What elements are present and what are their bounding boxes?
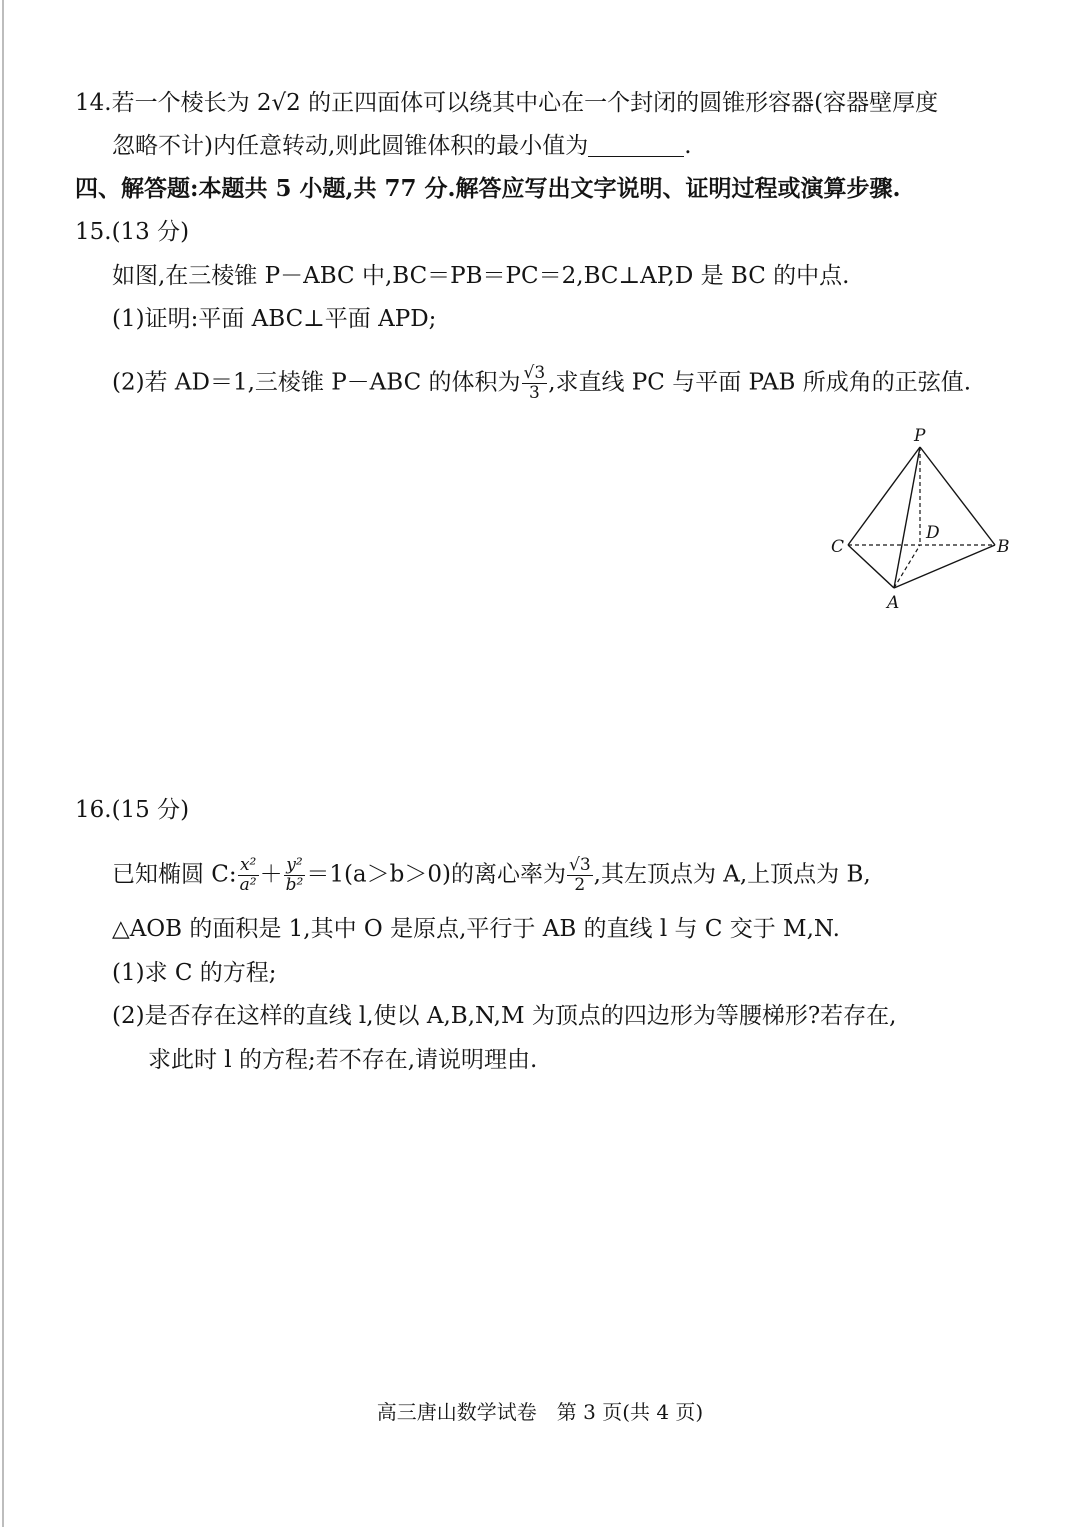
q15-part2-start: (2)若 AD＝1,三棱锥 P－ABC 的体积为	[112, 369, 521, 396]
label-d: D	[926, 523, 940, 543]
q15-part2	[112, 364, 971, 403]
section-heading: 四、解答题:本题共 5 小题,共 77 分.解答应写出文字说明、证明过程或演算步骤.	[75, 175, 901, 202]
x-squared-fraction	[238, 856, 259, 895]
volume-fraction-num: √3	[523, 363, 546, 383]
volume-fraction	[522, 364, 548, 403]
y-squared-fraction	[284, 856, 306, 895]
tetrahedron-figure	[820, 422, 1020, 617]
q16-stem-mid: ＝1(a＞b＞0)的离心率为	[306, 861, 566, 888]
edge-ab	[894, 545, 995, 588]
eccentricity-den: 2	[574, 875, 586, 895]
q14-text-line1: 若一个棱长为 2√2 的正四面体可以绕其中心在一个封闭的圆锥形容器(容器壁厚度	[111, 90, 939, 116]
y-squared-num: y²	[284, 856, 306, 876]
plus-sign: ＋	[259, 861, 283, 888]
q16-part2-line1: (2)是否存在这样的直线 l,使以 A,B,N,M 为顶点的四边形为等腰梯形?若存在,	[112, 1003, 897, 1029]
q16-line2: △AOB 的面积是 1,其中 O 是原点,平行于 AB 的直线 l 与 C 交于 M,N.	[112, 916, 840, 942]
x-squared-num: x²	[238, 856, 259, 876]
page-edge	[2, 0, 4, 1527]
q16-part1: (1)求 C 的方程;	[112, 960, 277, 986]
a-squared-den: a²	[239, 875, 257, 895]
q14-line2	[112, 131, 692, 161]
answer-blank[interactable]	[588, 134, 684, 157]
q14-text-line2: 忽略不计)内任意转动,则此圆锥体积的最小值为	[112, 133, 589, 159]
label-c: C	[831, 537, 845, 557]
q16-part2-line2: 求此时 l 的方程;若不存在,请说明理由.	[148, 1047, 538, 1073]
label-a: A	[887, 593, 900, 613]
volume-fraction-den: 3	[528, 383, 540, 403]
q16-stem-prefix: 已知椭圆 C:	[112, 861, 237, 888]
q15-part1: (1)证明:平面 ABC⊥平面 APD;	[112, 306, 437, 332]
q16-stem	[112, 856, 871, 895]
q16-header: 16.(15 分)	[75, 797, 190, 823]
label-b: B	[997, 537, 1010, 557]
q16-stem-end: ,其左顶点为 A,上顶点为 B,	[593, 861, 871, 888]
q15-header: 15.(13 分)	[75, 219, 190, 245]
q15-stem: 如图,在三棱锥 P－ABC 中,BC＝PB＝PC＝2,BC⊥AP,D 是 BC 的中点.	[112, 263, 850, 289]
b-squared-den: b²	[285, 875, 304, 895]
q14-number: 14.	[75, 90, 112, 116]
edge-ca	[848, 545, 894, 588]
eccentricity-fraction	[567, 856, 593, 895]
page-footer: 高三唐山数学试卷 第 3 页(共 4 页)	[376, 1400, 704, 1424]
eccentricity-num: √3	[568, 855, 591, 875]
edge-pc	[848, 447, 920, 545]
q14-line1	[75, 88, 938, 118]
q15-part2-end: ,求直线 PC 与平面 PAB 所成角的正弦值.	[548, 369, 972, 396]
label-p: P	[914, 426, 926, 446]
q14-period: .	[684, 133, 692, 159]
